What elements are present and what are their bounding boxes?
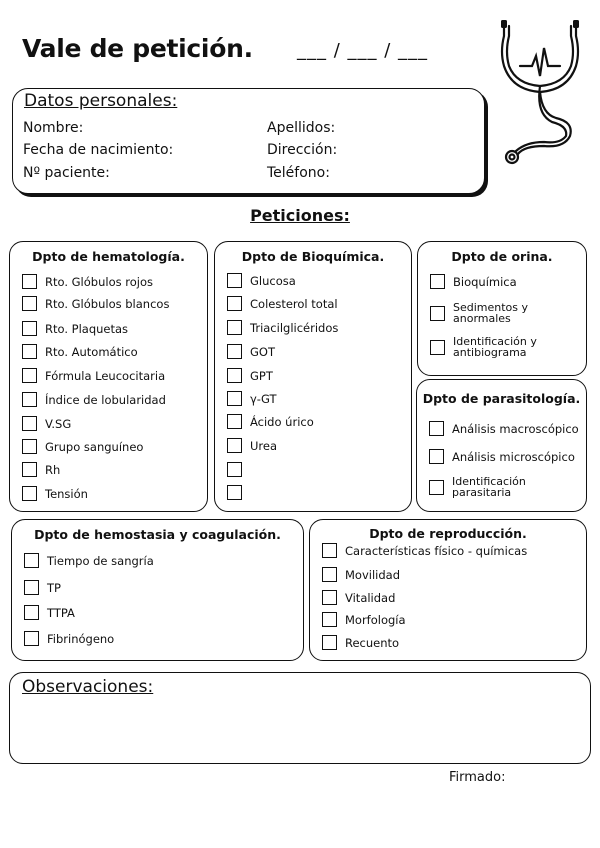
checkbox[interactable]	[22, 344, 37, 359]
checkbox-row[interactable]: Fibrinógeno	[24, 631, 114, 646]
checkbox-row[interactable]: Vitalidad	[322, 590, 395, 605]
checkbox-row[interactable]: TP	[24, 580, 61, 595]
checkbox[interactable]	[24, 553, 39, 568]
checkbox[interactable]	[322, 590, 337, 605]
checkbox[interactable]	[322, 567, 337, 582]
urine-title: Dpto de orina.	[451, 249, 553, 264]
date-field[interactable]: ___ / ___ / ___	[297, 40, 429, 61]
observations-box[interactable]	[9, 672, 591, 764]
checkbox[interactable]	[22, 392, 37, 407]
checkbox[interactable]	[227, 273, 242, 288]
checkbox[interactable]	[227, 462, 242, 477]
biochemistry-title: Dpto de Bioquímica.	[241, 249, 385, 264]
checkbox-row[interactable]: Triacilglicéridos	[227, 320, 338, 335]
checkbox[interactable]	[227, 296, 242, 311]
checkbox-row[interactable]: Rto. Glóbulos rojos	[22, 274, 153, 289]
checkbox[interactable]	[322, 612, 337, 627]
checkbox[interactable]	[22, 416, 37, 431]
checkbox-row[interactable]: Ácido úrico	[227, 414, 314, 429]
checkbox[interactable]	[227, 320, 242, 335]
checkbox-row[interactable]: Glucosa	[227, 273, 296, 288]
checkbox[interactable]	[22, 439, 37, 454]
checkbox[interactable]	[22, 321, 37, 336]
surname-label[interactable]: Apellidos:	[267, 120, 336, 136]
checkbox[interactable]	[24, 580, 39, 595]
checkbox-row[interactable]: Análisis microscópico	[429, 449, 575, 464]
checkbox-row[interactable]	[227, 462, 250, 477]
checkbox[interactable]	[227, 391, 242, 406]
name-label[interactable]: Nombre:	[23, 120, 84, 136]
checkbox-row[interactable]: γ-GT	[227, 391, 276, 406]
hemostasis-box	[11, 519, 304, 661]
reproduction-title: Dpto de reproducción.	[369, 526, 527, 541]
checkbox[interactable]	[227, 414, 242, 429]
checkbox[interactable]	[227, 368, 242, 383]
checkbox[interactable]	[429, 480, 444, 495]
checkbox[interactable]	[430, 306, 445, 321]
checkbox[interactable]	[24, 631, 39, 646]
checkbox[interactable]	[322, 543, 337, 558]
checkbox-row[interactable]: Rto. Glóbulos blancos	[22, 296, 169, 311]
observations-title: Observaciones:	[22, 677, 154, 697]
checkbox-row[interactable]: Identificación parasitaria	[429, 476, 569, 498]
hematology-box	[9, 241, 208, 512]
checkbox-row[interactable]: Tiempo de sangría	[24, 553, 154, 568]
checkbox-row[interactable]: GPT	[227, 368, 273, 383]
checkbox[interactable]	[429, 421, 444, 436]
page-title: Vale de petición.	[22, 34, 253, 63]
stethoscope-icon	[490, 14, 590, 174]
checkbox[interactable]	[22, 296, 37, 311]
checkbox-row[interactable]: Bioquímica	[430, 274, 517, 289]
checkbox-row[interactable]: GOT	[227, 344, 275, 359]
checkbox[interactable]	[429, 449, 444, 464]
checkbox-row[interactable]: Análisis macroscópico	[429, 421, 579, 436]
checkbox[interactable]	[430, 274, 445, 289]
checkbox-row[interactable]: Índice de lobularidad	[22, 392, 166, 407]
patient-number-label[interactable]: Nº paciente:	[23, 165, 110, 181]
checkbox[interactable]	[227, 344, 242, 359]
checkbox-row[interactable]: Urea	[227, 438, 277, 453]
birthdate-label[interactable]: Fecha de nacimiento:	[23, 142, 174, 158]
checkbox-row[interactable]: Movilidad	[322, 567, 400, 582]
signature-label[interactable]: Firmado:	[449, 770, 506, 785]
checkbox[interactable]	[24, 605, 39, 620]
checkbox-row[interactable]: Rh	[22, 462, 60, 477]
personal-data-box	[12, 88, 485, 194]
checkbox-row[interactable]: Sedimentos y anormales	[430, 302, 570, 324]
checkbox[interactable]	[227, 438, 242, 453]
checkbox-row[interactable]: Recuento	[322, 635, 399, 650]
parasitology-box	[416, 379, 587, 512]
checkbox-row[interactable]: Morfología	[322, 612, 406, 627]
checkbox-row[interactable]	[227, 485, 250, 500]
checkbox[interactable]	[322, 635, 337, 650]
checkbox[interactable]	[430, 340, 445, 355]
checkbox-row[interactable]: Características físico - químicas	[322, 543, 527, 558]
parasitology-title: Dpto de parasitología.	[422, 391, 581, 406]
biochemistry-box	[214, 241, 412, 512]
checkbox-row[interactable]: Fórmula Leucocitaria	[22, 368, 165, 383]
checkbox-row[interactable]: TTPA	[24, 605, 75, 620]
checkbox-row[interactable]: V.SG	[22, 416, 71, 431]
checkbox-row[interactable]: Grupo sanguíneo	[22, 439, 143, 454]
checkbox[interactable]	[22, 462, 37, 477]
checkbox[interactable]	[22, 274, 37, 289]
personal-data-title: Datos personales:	[24, 91, 178, 111]
reproduction-box	[309, 519, 587, 661]
hemostasis-title: Dpto de hemostasia y coagulación.	[34, 527, 281, 542]
checkbox-row[interactable]: Tensión	[22, 486, 88, 501]
checkbox[interactable]	[227, 485, 242, 500]
checkbox-row[interactable]: Rto. Plaquetas	[22, 321, 128, 336]
urine-box	[417, 241, 587, 376]
checkbox-row[interactable]: Identificación y antibiograma	[430, 336, 570, 358]
requests-title: Peticiones:	[250, 206, 350, 225]
checkbox-row[interactable]: Colesterol total	[227, 296, 338, 311]
phone-label[interactable]: Teléfono:	[267, 165, 330, 181]
hematology-title: Dpto de hematología.	[32, 249, 185, 264]
checkbox[interactable]	[22, 368, 37, 383]
checkbox[interactable]	[22, 486, 37, 501]
address-label[interactable]: Dirección:	[267, 142, 338, 158]
checkbox-row[interactable]: Rto. Automático	[22, 344, 138, 359]
